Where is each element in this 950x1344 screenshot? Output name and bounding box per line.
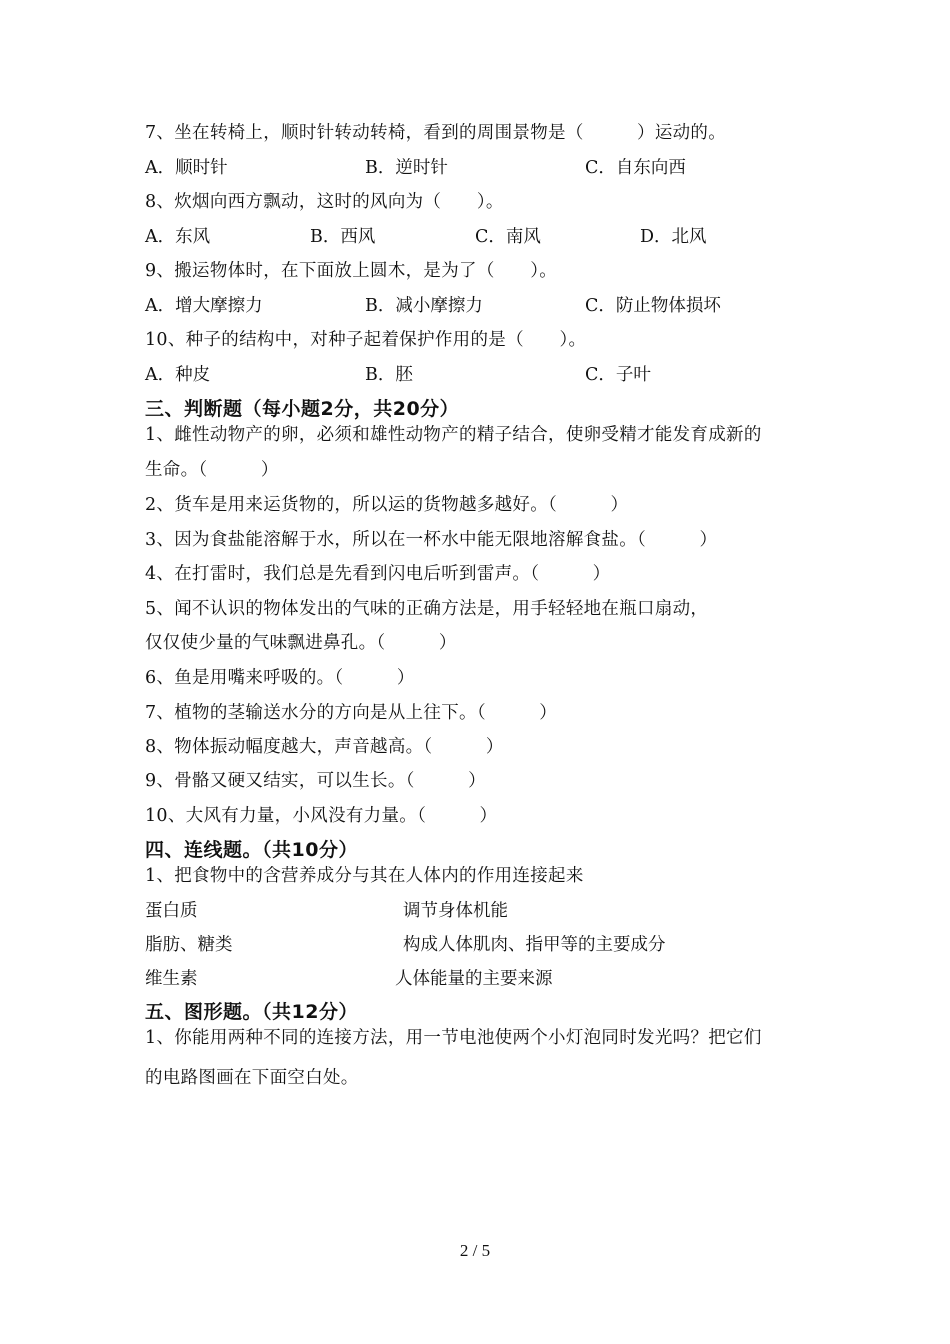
- question-9-option-a: A．增大摩擦力: [145, 296, 263, 316]
- figure-question-line: 1、你能用两种不同的连接方法，用一节电池使两个小灯泡同时发光吗？把它们: [145, 1028, 762, 1048]
- judgment-item: 7、植物的茎输送水分的方向是从上往下。（ ）: [145, 703, 558, 723]
- question-8-option-d: D．北风: [640, 227, 707, 247]
- question-10-option-c: C．子叶: [585, 365, 651, 385]
- matching-right-item: 人体能量的主要来源: [395, 969, 553, 989]
- question-10-stem: 10、种子的结构中，对种子起着保护作用的是（ ）。: [145, 330, 587, 350]
- matching-left-item: 脂肪、糖类: [145, 935, 233, 955]
- judgment-item: 生命。（ ）: [145, 460, 279, 480]
- matching-intro: 1、把食物中的含营养成分与其在人体内的作用连接起来: [145, 866, 584, 886]
- question-8-option-a: A．东风: [145, 227, 211, 247]
- question-10-option-b: B．胚: [365, 365, 413, 385]
- matching-right-item: 调节身体机能: [403, 901, 508, 921]
- judgment-item: 9、骨骼又硬又结实，可以生长。（ ）: [145, 771, 486, 791]
- question-7-option-c: C．自东向西: [585, 158, 686, 178]
- judgment-item: 仅仅使少量的气味飘进鼻孔。（ ）: [145, 633, 457, 653]
- question-8-option-c: C．南风: [475, 227, 541, 247]
- question-9-option-b: B．减小摩擦力: [365, 296, 483, 316]
- question-7-option-b: B．逆时针: [365, 158, 448, 178]
- matching-right-item: 构成人体肌肉、指甲等的主要成分: [403, 935, 666, 955]
- question-8-option-b: B．西风: [310, 227, 376, 247]
- question-7-stem: 7、坐在转椅上，顺时针转动转椅，看到的周围景物是（ ）运动的。: [145, 123, 727, 143]
- judgment-item: 2、货车是用来运货物的，所以运的货物越多越好。（ ）: [145, 495, 629, 515]
- judgment-item: 3、因为食盐能溶解于水，所以在一杯水中能无限地溶解食盐。（ ）: [145, 530, 718, 550]
- judgment-item: 6、鱼是用嘴来呼吸的。（ ）: [145, 668, 415, 688]
- judgment-item: 5、闻不认识的物体发出的气味的正确方法是，用手轻轻地在瓶口扇动，: [145, 599, 709, 619]
- matching-left-item: 蛋白质: [145, 901, 198, 921]
- section-5-title: 五、图形题。（共12分）: [145, 1001, 358, 1023]
- judgment-item: 10、大风有力量，小风没有力量。（ ）: [145, 806, 498, 826]
- question-9-option-c: C．防止物体损坏: [585, 296, 721, 316]
- figure-question-line: 的电路图画在下面空白处。: [145, 1068, 359, 1088]
- section-4-title: 四、连线题。（共10分）: [145, 839, 358, 861]
- page-number: 2 / 5: [459, 1241, 491, 1260]
- question-7-option-a: A．顺时针: [145, 158, 228, 178]
- matching-left-item: 维生素: [145, 969, 198, 989]
- question-9-stem: 9、搬运物体时，在下面放上圆木，是为了（ ）。: [145, 261, 558, 281]
- judgment-item: 1、雌性动物产的卵，必须和雄性动物产的精子结合，使卵受精才能发育成新的: [145, 425, 762, 445]
- judgment-item: 8、物体振动幅度越大，声音越高。（ ）: [145, 737, 504, 757]
- question-8-stem: 8、炊烟向西方飘动，这时的风向为（ ）。: [145, 192, 504, 212]
- section-3-title: 三、判断题（每小题2分，共20分）: [145, 398, 460, 420]
- question-10-option-a: A．种皮: [145, 365, 211, 385]
- judgment-item: 4、在打雷时，我们总是先看到闪电后听到雷声。（ ）: [145, 564, 611, 584]
